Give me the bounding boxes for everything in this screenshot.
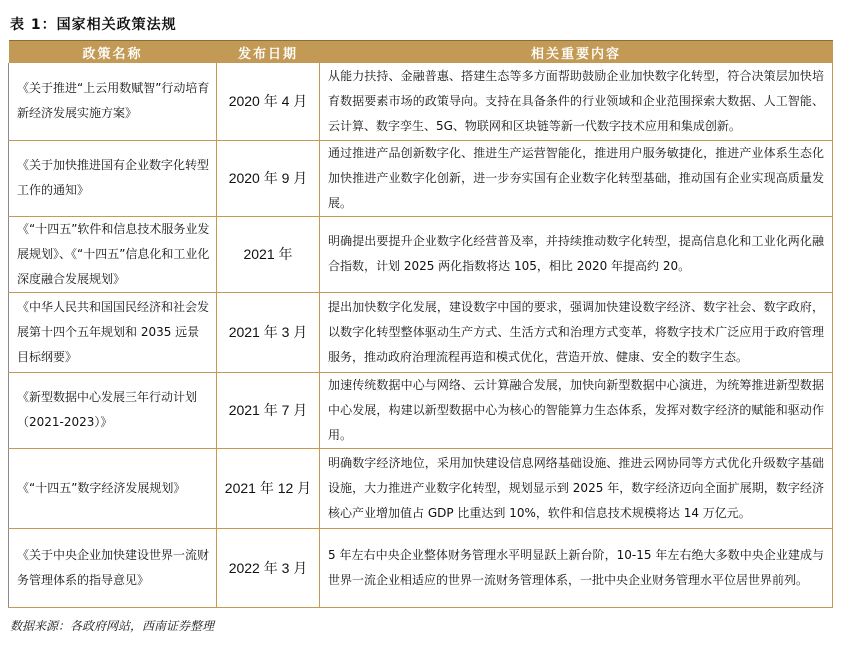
data-source-note: 数据来源：各政府网站，西南证券整理	[10, 619, 215, 633]
content-cell: 通过推进产品创新数字化、推进生产运营智能化，推进用户服务敏捷化，推进产业体系生态化加快推进产业数字化创新，进一步夯实国有企业数字化转型基础，推动国有企业实现高质量发展。	[320, 140, 833, 216]
policy-name-cell: 《“十四五”软件和信息技术服务业发展规划》、《“十四五”信息化和工业化深度融合发展规划》	[9, 216, 217, 292]
policy-name-cell: 《新型数据中心发展三年行动计划（2021-2023）》	[9, 372, 217, 448]
policy-name-cell: 《关于中央企业加快建设世界一流财务管理体系的指导意见》	[9, 528, 217, 607]
policy-table-container	[8, 40, 832, 608]
header-release-date: 发布日期	[217, 41, 320, 64]
policy-name-cell: 《中华人民共和国国民经济和社会发展第十四个五年规划和 2035 远景目标纲要》	[9, 292, 217, 372]
table-row	[9, 63, 833, 140]
content-cell: 提出加快数字化发展，建设数字中国的要求，强调加快建设数字经济、数字社会、数字政府，以数字化转型整体驱动生产方式、生活方式和治理方式变革，将数字技术广泛应用于政府管理服务，推动政府治理流程再造和模式优化，营造开放、健康、安全的数字生态。	[320, 292, 833, 372]
table-row	[9, 216, 833, 292]
content-cell: 明确数字经济地位，采用加快建设信息网络基础设施、推进云网协同等方式优化升级数字基础设施，大力推进产业数字化转型，规划显示到 2025 年，数字经济迈向全面扩展期，数字经济核心产业增加值占 GDP 比重达到 10%，软件和信息技术规模将达 14 万亿元。	[320, 448, 833, 528]
date-cell: 2021 年 7 月	[217, 372, 320, 448]
content-cell: 从能力扶持、金融普惠、搭建生态等多方面帮助鼓励企业加快数字化转型，符合决策层加快培育数据要素市场的政策导向。支持在具备条件的行业领域和企业范围探索大数据、人工智能、云计算、数字孪生、5G、物联网和区块链等新一代数字技术应用和集成创新。	[320, 63, 833, 140]
table-row	[9, 528, 833, 607]
table-row	[9, 448, 833, 528]
date-cell: 2021 年 3 月	[217, 292, 320, 372]
header-policy-name: 政策名称	[9, 41, 217, 64]
content-cell: 5 年左右中央企业整体财务管理水平明显跃上新台阶，10-15 年左右绝大多数中央企业建成与世界一流企业相适应的世界一流财务管理体系，一批中央企业财务管理水平位居世界前列。	[320, 528, 833, 607]
policy-name-cell: 《关于推进“上云用数赋智”行动培育新经济发展实施方案》	[9, 63, 217, 140]
policy-table	[8, 40, 833, 608]
table-caption: 表 1：国家相关政策法规	[10, 17, 177, 33]
policy-name-cell: 《“十四五”数字经济发展规划》	[9, 448, 217, 528]
table-row	[9, 292, 833, 372]
date-cell: 2022 年 3 月	[217, 528, 320, 607]
table-row	[9, 140, 833, 216]
content-cell: 明确提出要提升企业数字化经营普及率，并持续推动数字化转型，提高信息化和工业化两化融合指数，计划 2025 两化指数将达 105，相比 2020 年提高约 20。	[320, 216, 833, 292]
table-header-row	[9, 41, 833, 64]
date-cell: 2020 年 9 月	[217, 140, 320, 216]
date-cell: 2020 年 4 月	[217, 63, 320, 140]
policy-name-cell: 《关于加快推进国有企业数字化转型工作的通知》	[9, 140, 217, 216]
content-cell: 加速传统数据中心与网络、云计算融合发展，加快向新型数据中心演进，为统筹推进新型数据中心发展，构建以新型数据中心为核心的智能算力生态体系，发挥对数字经济的赋能和驱动作用。	[320, 372, 833, 448]
header-key-content: 相关重要内容	[320, 41, 833, 64]
date-cell: 2021 年	[217, 216, 320, 292]
date-cell: 2021 年 12 月	[217, 448, 320, 528]
table-row	[9, 372, 833, 448]
